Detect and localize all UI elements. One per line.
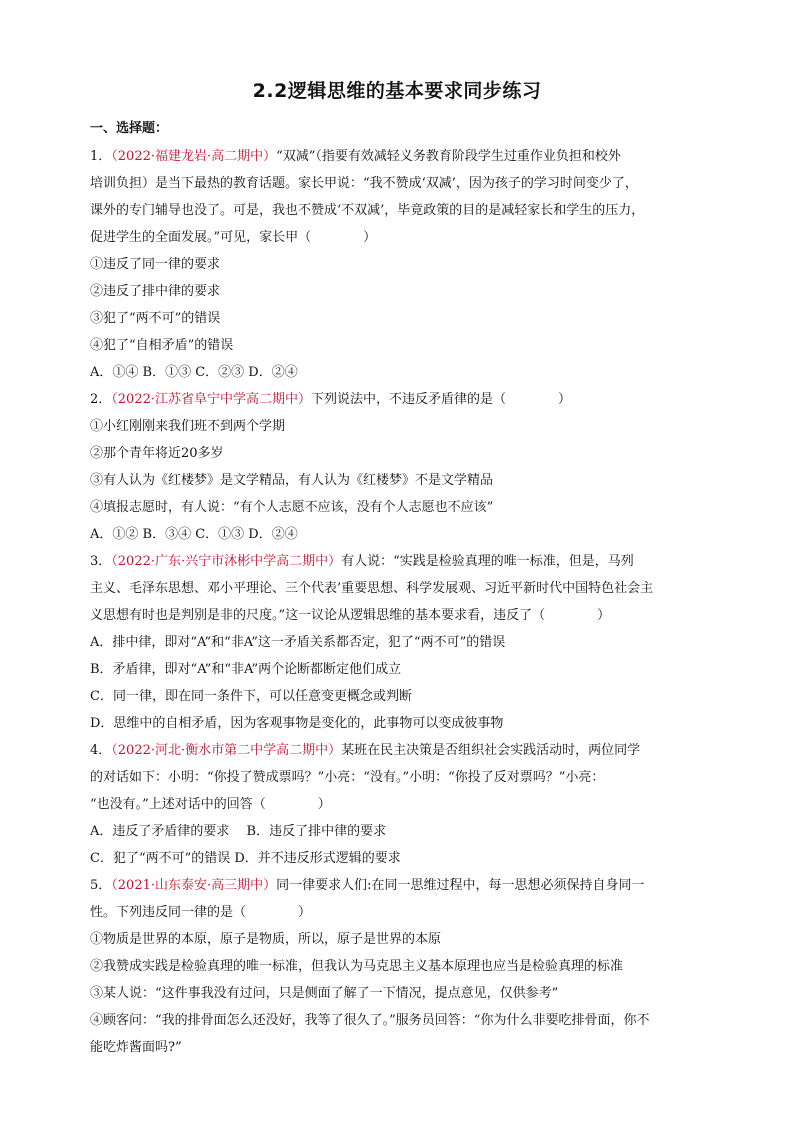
- section-heading: 一、选择题：: [90, 121, 169, 136]
- statement-item: ③有人认为《红楼梦》是文学精品，有人认为《红楼梦》不是文学精品: [90, 473, 494, 488]
- choice-item: C．同一律，即在同一条件下，可以任意变更概念或判断: [90, 689, 412, 704]
- question-source: （2022·河北·衡水市第二中学高二期中）: [111, 743, 342, 758]
- question-text-line: “双减”（指要有效减轻义务教育阶段学生过重作业负担和校外: [276, 149, 621, 164]
- question-2: [90, 386, 710, 548]
- statement-item: ④犯了“自相矛盾”的错误: [90, 338, 234, 353]
- statement-item: ③犯了“两不可”的错误: [90, 311, 221, 326]
- statement-item: ④填报志愿时，有人说：“有个人志愿不应该，没有个人志愿也不应该”: [90, 500, 494, 515]
- question-text-line: 主义、毛泽东思想、邓小平理论、三个代表’重要思想、科学发展观、习近平新时代中国特色社会主: [90, 581, 654, 596]
- question-3: [90, 548, 710, 737]
- choice-item: D．思维中的自相矛盾，因为客观事物是变化的，此事物可以变成彼事物: [90, 716, 504, 731]
- question-source: （2022·江苏省阜宁中学高二期中）: [111, 392, 311, 407]
- question-source: （2022·福建龙岩·高二期中）: [111, 149, 277, 164]
- question-source: （2021·山东泰安·高三期中）: [111, 878, 277, 893]
- choice-item: A．违反了矛盾律的要求 B．违反了排中律的要求: [90, 824, 387, 839]
- page-title: 2.2逻辑思维的基本要求同步练习: [252, 80, 542, 102]
- statement-item: ④顾客问：“我的排骨面怎么还没好，我等了很久了。”服务员回答：“你为什么非要吃排骨面，你不: [90, 1013, 650, 1028]
- answer-options: A．①④ B．①③ C．②③ D．②④: [90, 365, 298, 380]
- question-number: 1．: [90, 149, 112, 164]
- choice-item: A．排中律，即对“A”和“非A”这一矛盾关系都否定，犯了“两不可”的错误: [90, 635, 506, 650]
- question-text-line: 某班在民主决策是否组织社会实践活动时，两位同学: [341, 743, 641, 758]
- question-5: [90, 872, 710, 1061]
- statement-item: ②我赞成实践是检验真理的唯一标准，但我认为马克思主义基本原理也应当是检验真理的标准: [90, 959, 624, 974]
- question-text-line: 促进学生的全面发展。”可见，家长甲（ ）: [90, 230, 377, 245]
- questions-container: [90, 143, 710, 1061]
- question-text-line: 的对话如下：小明：“你投了赞成票吗？”小亮：“没有。”小明：“你投了反对票吗？”小亮：: [90, 770, 605, 785]
- statement-item: ③某人说：“这件事我没有过问，只是侧面了解了一下情况，提点意见，仅供参考”: [90, 986, 559, 1001]
- question-number: 2．: [90, 392, 112, 407]
- question-number: 4．: [90, 743, 112, 758]
- statement-item: ②那个青年将近20多岁: [90, 446, 224, 461]
- question-text-line: 课外的专门辅导也没了。可是，我也不赞成‘不双减’，毕竟政策的目的是减轻家长和学生的压力，: [90, 203, 645, 218]
- choice-item: B．矛盾律，即对“A”和“非A”两个论断都断定他们成立: [90, 662, 402, 677]
- statement-item: ①物质是世界的本原，原子是物质，所以，原子是世界的本原: [90, 932, 442, 947]
- question-text-line: 性。下列违反同一律的是（ ）: [90, 905, 312, 920]
- question-source: （2022·广东·兴宁市沐彬中学高二期中）: [111, 554, 342, 569]
- statement-item: ②违反了排中律的要求: [90, 284, 221, 299]
- statement-item: ①小红刚刚来我们班不到两个学期: [90, 419, 286, 434]
- answer-options: A．①② B．③④ C．①③ D．②④: [90, 527, 298, 542]
- question-text-line: 培训负担）是当下最热的教育话题。家长甲说：“我不赞成‘双减’，因为孩子的学习时间变少了，: [90, 176, 638, 191]
- question-1: [90, 143, 710, 386]
- question-text-line: “也没有。”上述对话中的回答（ ）: [90, 797, 331, 812]
- statement-item: 能吃炸酱面吗?”: [90, 1040, 182, 1055]
- question-number: 5．: [90, 878, 112, 893]
- question-text-line: 同一律要求人们:在同一思维过程中，每一思想必须保持自身同一: [276, 878, 645, 893]
- question-text-line: 下列说法中，不违反矛盾律的是（ ）: [311, 392, 572, 407]
- question-number: 3．: [90, 554, 112, 569]
- question-4: [90, 737, 710, 872]
- choice-item: C．犯了“两不可”的错误 D．并不违反形式逻辑的要求: [90, 851, 401, 866]
- question-text-line: 义思想有时也是判别是非的尺度。”这一议论从逻辑思维的基本要求看，违反了（ ）: [90, 608, 611, 623]
- statement-item: ①违反了同一律的要求: [90, 257, 221, 272]
- question-text-line: 有人说：“实践是检验真理的唯一标准，但是，马列: [341, 554, 634, 569]
